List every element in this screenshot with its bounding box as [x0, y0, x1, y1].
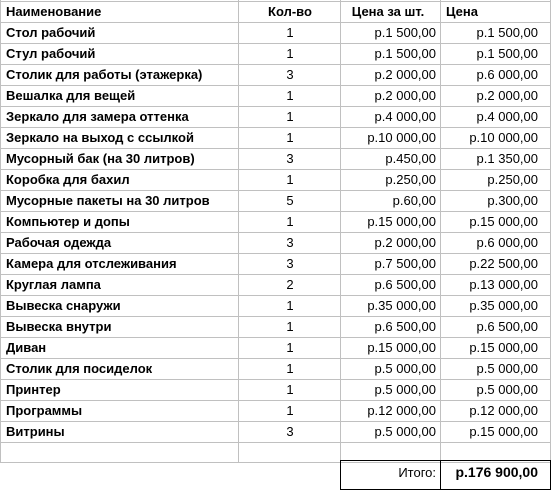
grid-vline [440, 0, 441, 463]
row-qty[interactable]: 3 [286, 67, 294, 82]
row-total[interactable]: р.300,00 [487, 193, 538, 208]
row-qty[interactable]: 1 [286, 340, 294, 355]
row-name[interactable]: Компьютер и допы [6, 214, 130, 229]
total-box-border [440, 460, 441, 490]
row-name[interactable]: Вешалка для вещей [6, 88, 136, 103]
row-qty[interactable]: 3 [286, 235, 294, 250]
row-name[interactable]: Камера для отслеживания [6, 256, 177, 271]
row-total[interactable]: р.1 500,00 [476, 46, 538, 61]
row-qty[interactable]: 1 [286, 403, 294, 418]
row-price[interactable]: р.15 000,00 [367, 214, 436, 229]
row-price[interactable]: р.10 000,00 [367, 130, 436, 145]
row-price[interactable]: р.5 000,00 [374, 424, 436, 439]
row-qty[interactable]: 1 [286, 46, 294, 61]
row-price[interactable]: р.2 000,00 [374, 235, 436, 250]
row-price[interactable]: р.6 500,00 [374, 277, 436, 292]
row-total[interactable]: р.6 500,00 [476, 319, 538, 334]
row-qty[interactable]: 1 [286, 214, 294, 229]
row-total[interactable]: р.250,00 [487, 172, 538, 187]
row-price[interactable]: р.12 000,00 [367, 403, 436, 418]
row-qty[interactable]: 1 [286, 25, 294, 40]
row-price[interactable]: р.4 000,00 [374, 109, 436, 124]
row-qty[interactable]: 1 [286, 319, 294, 334]
total-box-border [340, 460, 341, 490]
row-price[interactable]: р.5 000,00 [374, 382, 436, 397]
header-name[interactable]: Наименование [6, 4, 102, 19]
row-qty[interactable]: 1 [286, 172, 294, 187]
row-qty[interactable]: 2 [286, 277, 294, 292]
row-price[interactable]: р.1 500,00 [374, 46, 436, 61]
row-qty[interactable]: 3 [286, 151, 294, 166]
row-price[interactable]: р.1 500,00 [374, 25, 436, 40]
grid-hline [0, 442, 551, 443]
row-name[interactable]: Вывеска внутри [6, 319, 112, 334]
total-label[interactable]: Итого: [398, 465, 436, 480]
row-price[interactable]: р.250,00 [385, 172, 436, 187]
total-box-border [340, 460, 551, 461]
row-price[interactable]: р.2 000,00 [374, 67, 436, 82]
row-total[interactable]: р.4 000,00 [476, 109, 538, 124]
header-qty[interactable]: Кол-во [268, 4, 312, 19]
row-total[interactable]: р.15 000,00 [469, 340, 538, 355]
row-name[interactable]: Коробка для бахил [6, 172, 130, 187]
row-total[interactable]: р.12 000,00 [469, 403, 538, 418]
grid-vline [0, 0, 1, 463]
row-name[interactable]: Рабочая одежда [6, 235, 112, 250]
row-price[interactable]: р.5 000,00 [374, 361, 436, 376]
row-qty[interactable]: 3 [286, 256, 294, 271]
row-name[interactable]: Стул рабочий [6, 46, 96, 61]
row-price[interactable]: р.60,00 [392, 193, 436, 208]
row-price[interactable]: р.2 000,00 [374, 88, 436, 103]
row-total[interactable]: р.15 000,00 [469, 424, 538, 439]
row-qty[interactable]: 1 [286, 361, 294, 376]
header-total[interactable]: Цена [446, 4, 478, 19]
row-name[interactable]: Зеркало на выход с ссылкой [6, 130, 194, 145]
row-total[interactable]: р.22 500,00 [469, 256, 538, 271]
row-total[interactable]: р.10 000,00 [469, 130, 538, 145]
row-price[interactable]: р.15 000,00 [367, 340, 436, 355]
row-total[interactable]: р.5 000,00 [476, 382, 538, 397]
row-total[interactable]: р.5 000,00 [476, 361, 538, 376]
row-price[interactable]: р.7 500,00 [374, 256, 436, 271]
row-name[interactable]: Программы [6, 403, 83, 418]
row-total[interactable]: р.15 000,00 [469, 214, 538, 229]
row-name[interactable]: Мусорный бак (на 30 литров) [6, 151, 195, 166]
total-value[interactable]: р.176 900,00 [455, 464, 538, 480]
row-total[interactable]: р.2 000,00 [476, 88, 538, 103]
row-qty[interactable]: 1 [286, 382, 294, 397]
row-total[interactable]: р.35 000,00 [469, 298, 538, 313]
row-qty[interactable]: 3 [286, 424, 294, 439]
grid-vline [238, 0, 239, 463]
row-name[interactable]: Принтер [6, 382, 61, 397]
row-total[interactable]: р.1 350,00 [476, 151, 538, 166]
row-qty[interactable]: 1 [286, 109, 294, 124]
row-price[interactable]: р.6 500,00 [374, 319, 436, 334]
row-name[interactable]: Стол рабочий [6, 25, 96, 40]
row-name[interactable]: Диван [6, 340, 47, 355]
row-qty[interactable]: 1 [286, 88, 294, 103]
row-name[interactable]: Столик для посиделок [6, 361, 153, 376]
row-qty[interactable]: 1 [286, 130, 294, 145]
total-box-border [340, 489, 551, 490]
row-price[interactable]: р.35 000,00 [367, 298, 436, 313]
row-name[interactable]: Вывеска снаружи [6, 298, 121, 313]
row-qty[interactable]: 5 [286, 193, 294, 208]
row-total[interactable]: р.13 000,00 [469, 277, 538, 292]
row-total[interactable]: р.6 000,00 [476, 235, 538, 250]
row-total[interactable]: р.6 000,00 [476, 67, 538, 82]
row-name[interactable]: Мусорные пакеты на 30 литров [6, 193, 210, 208]
row-name[interactable]: Столик для работы (этажерка) [6, 67, 203, 82]
header-price[interactable]: Цена за шт. [351, 4, 425, 19]
row-name[interactable]: Витрины [6, 424, 65, 439]
row-name[interactable]: Круглая лампа [6, 277, 101, 292]
row-price[interactable]: р.450,00 [385, 151, 436, 166]
row-name[interactable]: Зеркало для замера оттенка [6, 109, 189, 124]
row-total[interactable]: р.1 500,00 [476, 25, 538, 40]
row-qty[interactable]: 1 [286, 298, 294, 313]
